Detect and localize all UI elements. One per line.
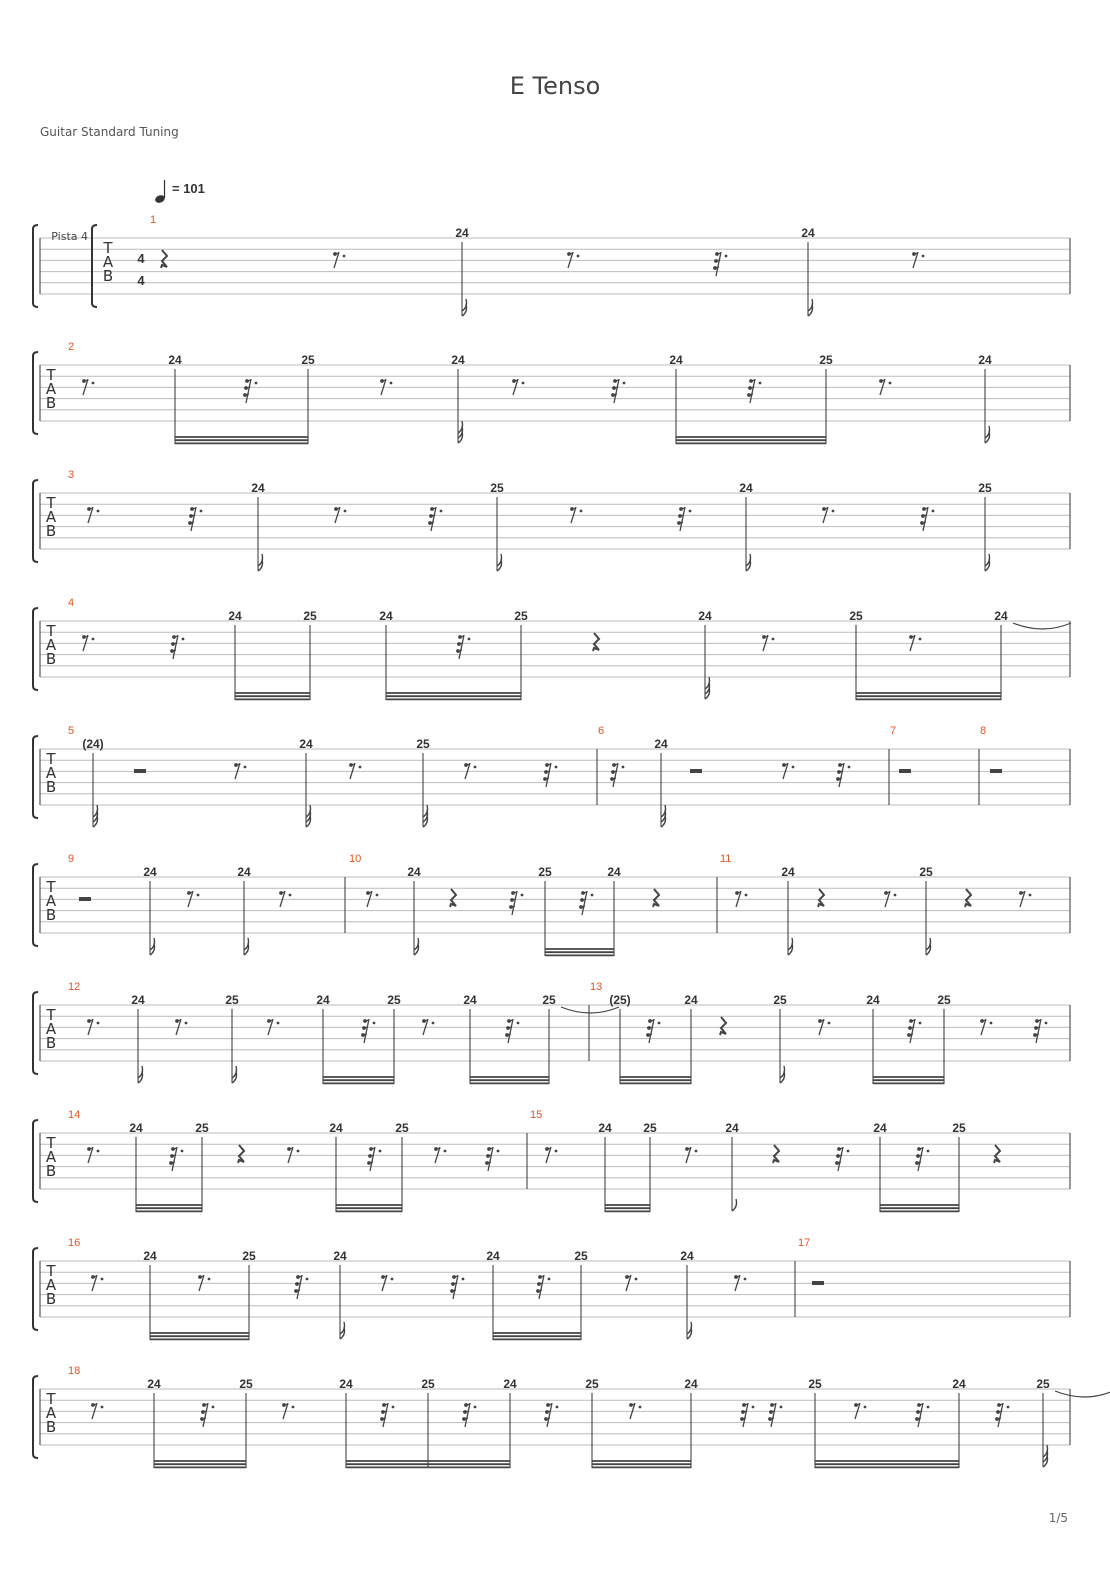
tie-arc: [1013, 623, 1071, 629]
fret-number: 24: [237, 865, 251, 879]
bar-number: 16: [68, 1237, 81, 1249]
thirtysecond-rest-icon: [536, 1275, 550, 1299]
fret-number: 25: [937, 993, 951, 1007]
track-name: Pista 4: [51, 230, 88, 243]
track-bracket: [92, 225, 97, 307]
half-rest-icon: [690, 769, 702, 773]
fret-number: 25: [239, 1377, 253, 1391]
quarter-rest-icon: [653, 889, 659, 907]
staff-system: [33, 981, 1070, 1084]
thirtysecond-rest-icon: [485, 1147, 499, 1171]
bar-number: 7: [890, 725, 897, 737]
time-signature-bottom: 4: [137, 273, 145, 288]
fret-number: 24: [451, 353, 465, 367]
staff-system: [33, 1109, 1070, 1212]
tab-clef-letter: T: [46, 1390, 56, 1408]
tab-clef-letter: B: [45, 522, 57, 540]
tab-clef-letter: A: [45, 636, 57, 654]
thirtysecond-rest-icon: [907, 1019, 921, 1043]
fret-number: 25: [542, 993, 556, 1007]
bar-number: 5: [68, 725, 75, 737]
fret-number: 25: [395, 1121, 409, 1135]
thirtysecond-rest-icon: [677, 507, 691, 531]
fret-number: 24: [684, 993, 698, 1007]
tab-clef-letter: A: [45, 1276, 57, 1294]
thirtysecond-rest-icon: [610, 763, 624, 787]
tab-clef-letter: T: [46, 1134, 56, 1152]
fret-number: 25: [303, 609, 317, 623]
quarter-rest-icon: [965, 889, 971, 907]
bar-number: 13: [590, 981, 603, 993]
fret-number: 24: [407, 865, 421, 879]
thirtysecond-rest-icon: [169, 1147, 183, 1171]
bar-number: 15: [530, 1109, 543, 1121]
thirtysecond-rest-icon: [646, 1019, 660, 1043]
thirtysecond-rest-icon: [920, 507, 934, 531]
thirtysecond-rest-icon: [450, 1275, 464, 1299]
thirtysecond-rest-icon: [611, 379, 625, 403]
thirtysecond-rest-icon: [505, 1019, 519, 1043]
fret-number: 24: [455, 226, 469, 240]
tab-clef-letter: B: [45, 778, 57, 796]
fret-number: 24: [143, 865, 157, 879]
staff-system: [33, 853, 1070, 956]
bar-number: 14: [68, 1109, 81, 1121]
tie-arc: [561, 1007, 619, 1013]
quarter-rest-icon: [450, 889, 456, 907]
fret-number: 25: [514, 609, 528, 623]
quarter-rest-icon: [818, 889, 824, 907]
system-bracket: [33, 352, 38, 434]
quarter-rest-icon: [238, 1145, 244, 1163]
staff-system: [33, 1365, 1110, 1468]
thirtysecond-rest-icon: [200, 1403, 214, 1427]
fret-number: 24: [698, 609, 712, 623]
half-rest-icon: [990, 769, 1002, 773]
fret-number: 24: [168, 353, 182, 367]
thirtysecond-rest-icon: [462, 1403, 476, 1427]
fret-number: 24: [873, 1121, 887, 1135]
fret-number: 24: [251, 481, 265, 495]
thirtysecond-rest-icon: [188, 507, 202, 531]
thirtysecond-rest-icon: [456, 635, 470, 659]
thirtysecond-rest-icon: [747, 379, 761, 403]
bar-number: 11: [720, 853, 732, 865]
system-bracket: [33, 992, 38, 1074]
fret-number: 25: [585, 1377, 599, 1391]
quarter-rest-icon: [593, 633, 599, 651]
tab-clef-letter: A: [45, 764, 57, 782]
system-bracket: [33, 736, 38, 818]
tab-clef-letter: T: [103, 239, 113, 257]
thirtysecond-rest-icon: [579, 891, 593, 915]
thirtysecond-rest-icon: [170, 635, 184, 659]
bar-number: 1: [150, 214, 157, 226]
staff-system: [33, 214, 1070, 316]
tab-clef-letter: T: [46, 366, 56, 384]
fret-number: 24: [994, 609, 1008, 623]
tab-clef-letter: A: [45, 380, 57, 398]
quarter-rest-icon: [720, 1017, 726, 1035]
staff-system: [33, 725, 1070, 827]
fret-number: 24: [680, 1249, 694, 1263]
fret-number: 24: [739, 481, 753, 495]
half-rest-icon: [812, 1281, 824, 1285]
thirtysecond-rest-icon: [836, 763, 850, 787]
system-bracket: [33, 480, 38, 562]
tab-clef-letter: B: [45, 1418, 57, 1436]
thirtysecond-rest-icon: [835, 1147, 849, 1171]
tab-clef-letter: A: [45, 1404, 57, 1422]
thirtysecond-rest-icon: [915, 1403, 929, 1427]
system-bracket: [33, 225, 38, 307]
bar-number: 3: [68, 469, 75, 481]
fret-number: 25: [819, 353, 833, 367]
tab-clef-letter: A: [45, 1148, 57, 1166]
fret-number: 24: [143, 1249, 157, 1263]
bar-number: 10: [349, 853, 362, 865]
thirtysecond-rest-icon: [380, 1403, 394, 1427]
system-bracket: [33, 1376, 38, 1458]
fret-number: 24: [978, 353, 992, 367]
quarter-rest-icon: [994, 1145, 1000, 1163]
half-rest-icon: [134, 769, 146, 773]
fret-number: (24): [82, 737, 104, 751]
bar-number: 2: [68, 341, 75, 353]
fret-number: 24: [131, 993, 145, 1007]
staff-system: [33, 597, 1071, 700]
fret-number: 24: [503, 1377, 517, 1391]
note-flag: [732, 1199, 737, 1211]
thirtysecond-rest-icon: [915, 1147, 929, 1171]
tab-clef-letter: A: [45, 892, 57, 910]
tab-clef-letter: A: [102, 253, 114, 271]
tab-clef-letter: B: [102, 267, 114, 285]
bar-number: 9: [68, 853, 75, 865]
fret-number: 25: [643, 1121, 657, 1135]
thirtysecond-rest-icon: [768, 1403, 782, 1427]
thirtysecond-rest-icon: [367, 1147, 381, 1171]
fret-number: (25): [609, 993, 631, 1007]
fret-number: 24: [801, 226, 815, 240]
fret-number: 24: [598, 1121, 612, 1135]
tab-clef-letter: T: [46, 1006, 56, 1024]
tab-clef-letter: T: [46, 878, 56, 896]
fret-number: 24: [684, 1377, 698, 1391]
fret-number: 25: [978, 481, 992, 495]
fret-number: 24: [299, 737, 313, 751]
tab-clef-letter: T: [46, 750, 56, 768]
fret-number: 25: [301, 353, 315, 367]
thirtysecond-rest-icon: [428, 507, 442, 531]
system-bracket: [33, 1120, 38, 1202]
page-number: 1/5: [1048, 1511, 1068, 1525]
fret-number: 25: [490, 481, 504, 495]
tab-clef-letter: T: [46, 622, 56, 640]
fret-number: 24: [329, 1121, 343, 1135]
song-title: E Tenso: [509, 72, 601, 100]
bar-number: 18: [68, 1365, 81, 1377]
fret-number: 24: [339, 1377, 353, 1391]
fret-number: 24: [952, 1377, 966, 1391]
quarter-rest-icon: [773, 1145, 779, 1163]
fret-number: 25: [387, 993, 401, 1007]
fret-number: 25: [1036, 1377, 1050, 1391]
thirtysecond-rest-icon: [243, 379, 257, 403]
thirtysecond-rest-icon: [740, 1403, 754, 1427]
fret-number: 24: [147, 1377, 161, 1391]
fret-number: 24: [486, 1249, 500, 1263]
bar-number: 6: [598, 725, 605, 737]
tab-clef-letter: B: [45, 1290, 57, 1308]
fret-number: 25: [195, 1121, 209, 1135]
tab-clef-letter: A: [45, 508, 57, 526]
fret-number: 24: [129, 1121, 143, 1135]
tie-arc: [1055, 1391, 1110, 1397]
fret-number: 24: [725, 1121, 739, 1135]
system-bracket: [33, 864, 38, 946]
half-rest-icon: [79, 897, 91, 901]
staff-system: [33, 1237, 1070, 1340]
fret-number: 25: [808, 1377, 822, 1391]
thirtysecond-rest-icon: [1033, 1019, 1047, 1043]
fret-number: 24: [781, 865, 795, 879]
thirtysecond-rest-icon: [361, 1019, 375, 1043]
tempo-marking: [154, 180, 205, 204]
tab-clef-letter: T: [46, 1262, 56, 1280]
tab-clef-letter: B: [45, 1034, 57, 1052]
fret-number: 24: [669, 353, 683, 367]
fret-number: 24: [316, 993, 330, 1007]
tab-clef-letter: T: [46, 494, 56, 512]
fret-number: 24: [866, 993, 880, 1007]
fret-number: 25: [416, 737, 430, 751]
thirtysecond-rest-icon: [544, 1403, 558, 1427]
time-signature-top: 4: [137, 251, 145, 266]
staff-system: [33, 341, 1070, 444]
fret-number: 25: [538, 865, 552, 879]
bar-number: 17: [798, 1237, 811, 1249]
thirtysecond-rest-icon: [713, 252, 727, 276]
fret-number: 24: [607, 865, 621, 879]
fret-number: 24: [228, 609, 242, 623]
fret-number: 25: [574, 1249, 588, 1263]
fret-number: 24: [463, 993, 477, 1007]
fret-number: 25: [421, 1377, 435, 1391]
bar-number: 12: [68, 981, 81, 993]
thirtysecond-rest-icon: [294, 1275, 308, 1299]
thirtysecond-rest-icon: [509, 891, 523, 915]
tab-clef-letter: B: [45, 906, 57, 924]
tab-clef-letter: B: [45, 394, 57, 412]
fret-number: 25: [773, 993, 787, 1007]
fret-number: 24: [333, 1249, 347, 1263]
system-bracket: [33, 1248, 38, 1330]
fret-number: 25: [952, 1121, 966, 1135]
staff-system: [33, 469, 1070, 571]
thirtysecond-rest-icon: [543, 763, 557, 787]
bar-number: 4: [68, 597, 75, 609]
fret-number: 25: [225, 993, 239, 1007]
fret-number: 24: [379, 609, 393, 623]
tab-clef-letter: B: [45, 1162, 57, 1180]
fret-number: 25: [242, 1249, 256, 1263]
thirtysecond-rest-icon: [995, 1403, 1009, 1427]
quarter-rest-icon: [161, 250, 167, 268]
bar-number: 8: [980, 725, 987, 737]
fret-number: 25: [919, 865, 933, 879]
tab-clef-letter: A: [45, 1020, 57, 1038]
system-bracket: [33, 608, 38, 690]
fret-number: 24: [654, 737, 668, 751]
half-rest-icon: [899, 769, 911, 773]
tab-clef-letter: B: [45, 650, 57, 668]
fret-number: 25: [849, 609, 863, 623]
tuning-label: Guitar Standard Tuning: [40, 125, 179, 139]
tempo-value: = 101: [172, 181, 205, 196]
